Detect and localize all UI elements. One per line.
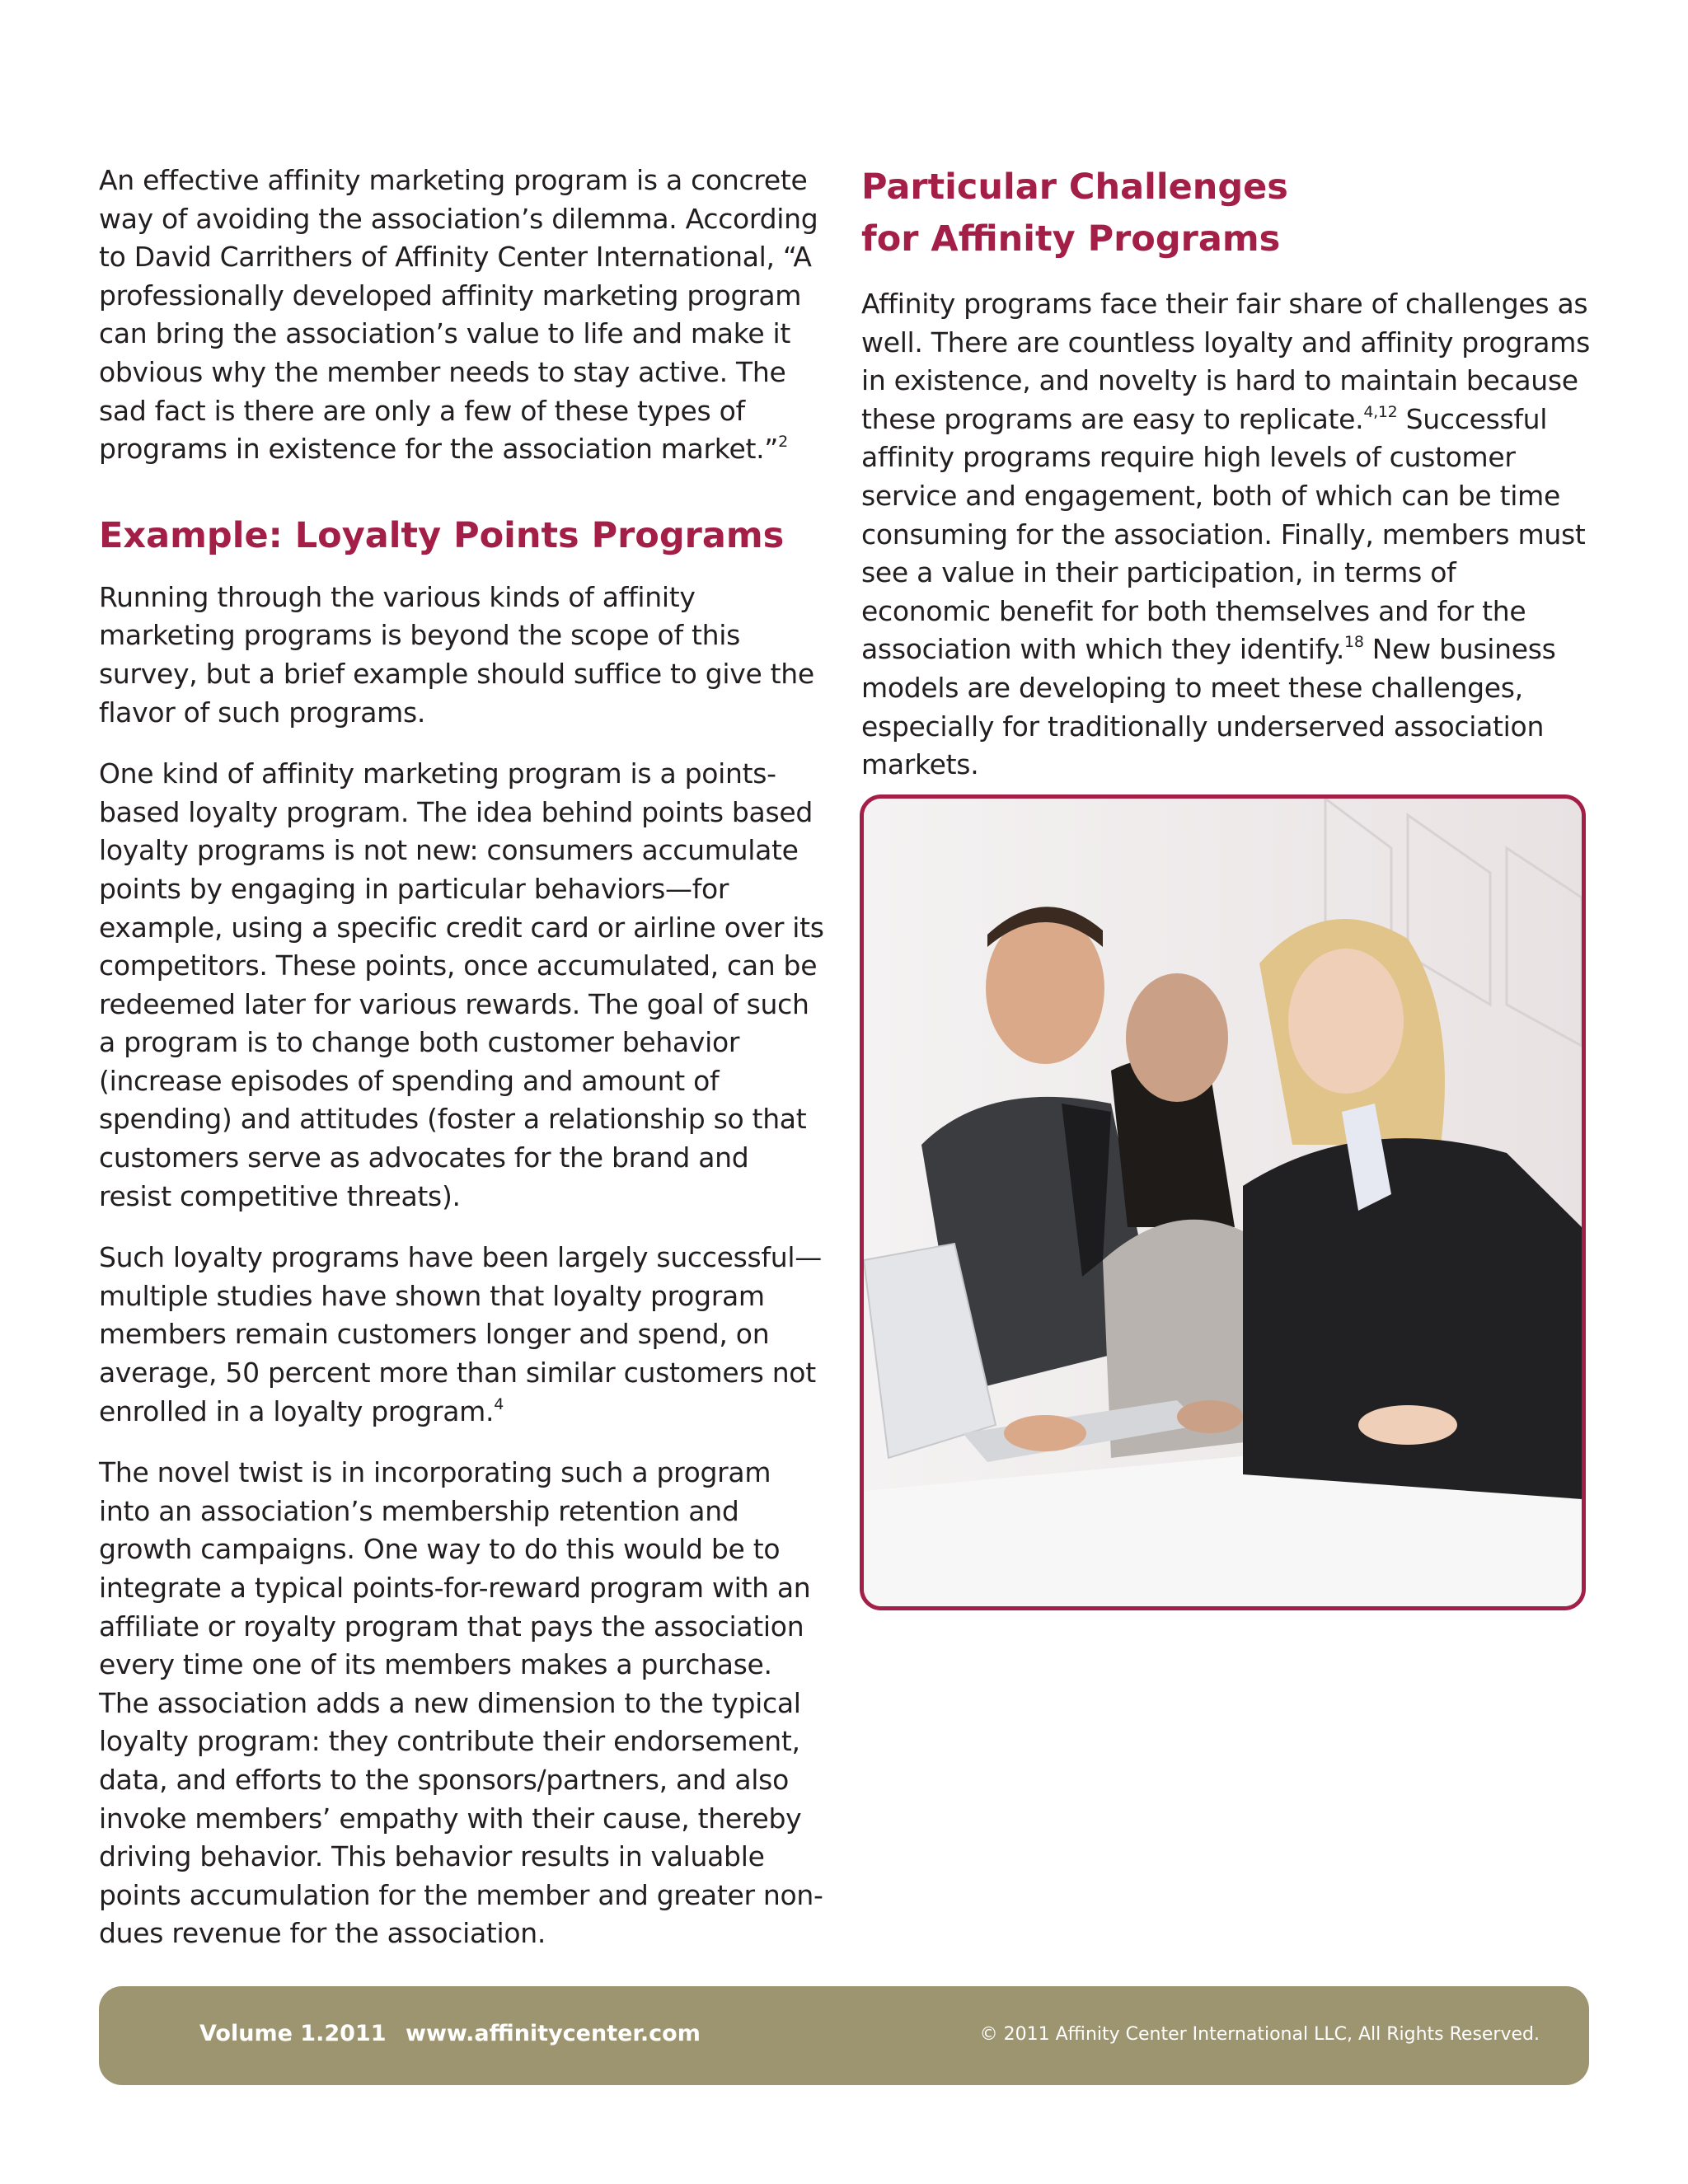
photo-illustration [864, 799, 1582, 1606]
footnote-ref: 2 [778, 433, 788, 452]
paragraph-novel-twist: The novel twist is in incorporating such a program into an association’s membership retention and growth campaigns. One way to do this would be to integrate a typical points-for-reward program with an affiliate or royalty program that pays the association every time one of its members makes a purchase. The association adds a new dimension to the typical loyalty program: they contribute their endorsement, data, and efforts to the sponsors/partners, and also invoke members’ empathy with their cause, thereby driving behavior. This behavior results in valuable points accumulation for the member and greater non-dues revenue for the association. [99, 1456, 823, 1950]
section-heading-challenges [861, 162, 1591, 265]
intro-paragraph: An effective affinity marketing program is a concrete way of avoiding the association’s dilemma. According to David Carrithers of Affinity Center International, “A professionally developed affinity marketing program can bring the association’s value to life and make it obvious why the member needs to stay active. The sad fact is there are only a few of these types of programs in existence for the association market.”$^2$ [99, 164, 818, 466]
heading-line-2: for Affinity Programs [861, 218, 1281, 260]
left-column [99, 162, 824, 1976]
footer-copyright: © 2011 Affinity Center International LLC, All Rights Reserved. [979, 2024, 1540, 2045]
right-column [861, 162, 1591, 808]
paragraph-challenges: Affinity programs face their fair share of challenges as well. There are countless loyalty and affinity programs in existence, and novelty is hard to maintain because these programs are easy to replicate.$^{4,12}$ Successful affinity programs require high levels of customer service and engagement, both of which can be time consuming for the association. Finally, members must see a value in their participation, in terms of economic benefit for both themselves and for the association with which they identify.$^{18}$ New business models are developing to meet these challenges, especially for traditionally underserved association markets. [861, 288, 1590, 781]
page-footer [99, 1986, 1589, 2085]
paragraph-loyalty-success: Such loyalty programs have been largely successful—multiple studies have shown that loyalty program members remain customers longer and spend, on average, 50 percent more than similar customers not enrolled in a loyalty program.$^4$ [99, 1241, 822, 1427]
paragraph-running-through: Running through the various kinds of affinity marketing programs is beyond the scope of this survey, but a brief example should suffice to give the flavor of such programs. [99, 580, 814, 729]
footer-volume: Volume 1.2011 [199, 2021, 387, 2046]
section-heading-loyalty-points: Example: Loyalty Points Programs [99, 514, 785, 556]
footer-website-link[interactable]: www.affinitycenter.com [406, 2021, 701, 2046]
business-team-photo [860, 794, 1586, 1610]
footnote-ref: 18 [1344, 633, 1364, 652]
paragraph-points-based: One kind of affinity marketing program is a points-based loyalty program. The idea behind points based loyalty programs is not new: consumers accumulate points by engaging in particular behaviors—for example, using a specific credit card or airline over its competitors. These points, once accumulated, can be redeemed later for various rewards. The goal of such a program is to change both customer behavior (increase episodes of spending and amount of spending) and attitudes (foster a relationship so that customers serve as advocates for the brand and resist competitive threats). [99, 757, 824, 1212]
footnote-ref: 4,12 [1363, 402, 1398, 421]
heading-line-1: Particular Challenges [861, 166, 1288, 208]
footnote-ref: 4 [494, 1394, 504, 1413]
